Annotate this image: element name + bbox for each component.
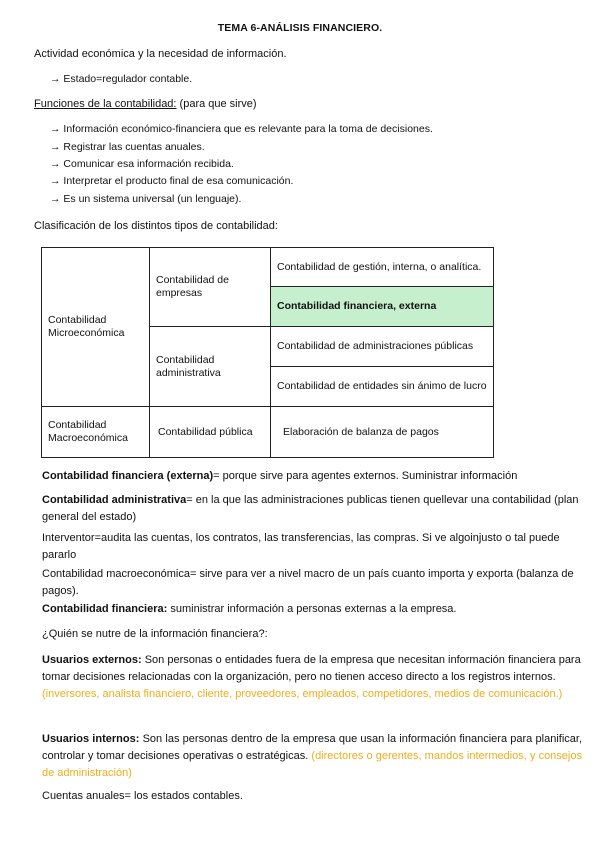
empresas-cell: Contabilidad de empresas — [150, 248, 271, 327]
page-title: TEMA 6-ANÁLISIS FINANCIERO. — [217, 22, 383, 34]
paragraph-text: = porque sirve para agentes externos. Suministrar información — [213, 470, 518, 482]
paragraph-usuarios-internos — [42, 731, 582, 782]
funciones-heading-rest: (para que sirve) — [176, 98, 257, 110]
question: ¿Quién se nutre de la información financiera?: — [42, 628, 268, 640]
admin-publicas-cell: Contabilidad de administraciones públicas — [271, 327, 494, 367]
list-item: → Comunicar esa información recibida. — [50, 158, 234, 170]
gestion-cell: Contabilidad de gestión, interna, o analítica. — [271, 248, 494, 287]
bold-term: Contabilidad financiera (externa) — [42, 470, 214, 482]
administrativa-cell: Contabilidad administrativa — [150, 327, 271, 407]
funciones-heading — [34, 97, 257, 112]
paragraph-interventor: Interventor=audita las cuentas, los contratos, las transferencias, las compras. Si ve algoinjusto o tal puede pararlo — [42, 532, 560, 561]
balanza-cell: Elaboración de balanza de pagos — [271, 407, 494, 458]
funciones-heading-underlined: Funciones de la contabilidad: — [34, 98, 177, 110]
paragraph-administrativa — [42, 492, 582, 526]
paragraph-text: Son las personas dentro de la empresa que usan la información financiera para planificar, controlar y tomar decisiones operativas o estratégicas. — [42, 733, 582, 762]
paragraph-text: suministrar información a personas externas a la empresa. — [167, 603, 457, 615]
paragraph-macroeconomica: Contabilidad macroeconómica= sirve para ver a nivel macro de un país cuanto importa y exporta (balanza de pagos). — [42, 568, 574, 597]
macro-cell: Contabilidad Macroeconómica — [42, 407, 150, 458]
paragraph-financiera-externa — [42, 468, 582, 485]
intro-line: Actividad económica y la necesidad de información. — [34, 48, 287, 60]
examples-text: (directores o gerentes, mandos intermedios, y consejos de administración) — [42, 750, 582, 779]
paragraph-text: = en la que las administraciones publicas tienen quellevar una contabilidad (plan general del estado) — [42, 494, 579, 523]
publica-cell: Contabilidad pública — [150, 407, 271, 458]
clasificacion-table — [41, 247, 494, 458]
intro-bullet: → Estado=regulador contable. — [50, 73, 193, 85]
bold-term: Contabilidad administrativa — [42, 494, 187, 506]
paragraph-text: Son personas o entidades fuera de la empresa que necesitan información financiera para tomar decisiones relacionadas con la organización, pero no tienen acceso directo a los registros internos. — [42, 654, 581, 683]
paragraph-usuarios-externos — [42, 652, 582, 703]
list-item: → Es un sistema universal (un lenguaje). — [50, 193, 242, 205]
list-item: → Interpretar el producto final de esa comunicación. — [50, 175, 294, 187]
sin-animo-cell: Contabilidad de entidades sin ánimo de lucro — [271, 367, 494, 407]
bold-term: Usuarios externos: — [42, 654, 142, 666]
bold-term: Usuarios internos: — [42, 733, 140, 745]
financiera-cell: Contabilidad financiera, externa — [271, 287, 494, 327]
list-item: → Registrar las cuentas anuales. — [50, 141, 205, 153]
paragraph-cuentas-anuales: Cuentas anuales= los estados contables. — [42, 790, 243, 802]
clasificacion-heading: Clasificación de los distintos tipos de contabilidad: — [34, 220, 278, 232]
examples-text: (inversores, analista financiero, cliente, proveedores, empleados, competidores, medios de comunicación.) — [42, 688, 563, 700]
bold-term: Contabilidad financiera: — [42, 603, 168, 615]
micro-cell: Contabilidad Microeconómica — [42, 248, 150, 407]
paragraph-financiera — [42, 601, 582, 618]
list-item: → Información económico-financiera que es relevante para la toma de decisiones. — [50, 123, 433, 135]
